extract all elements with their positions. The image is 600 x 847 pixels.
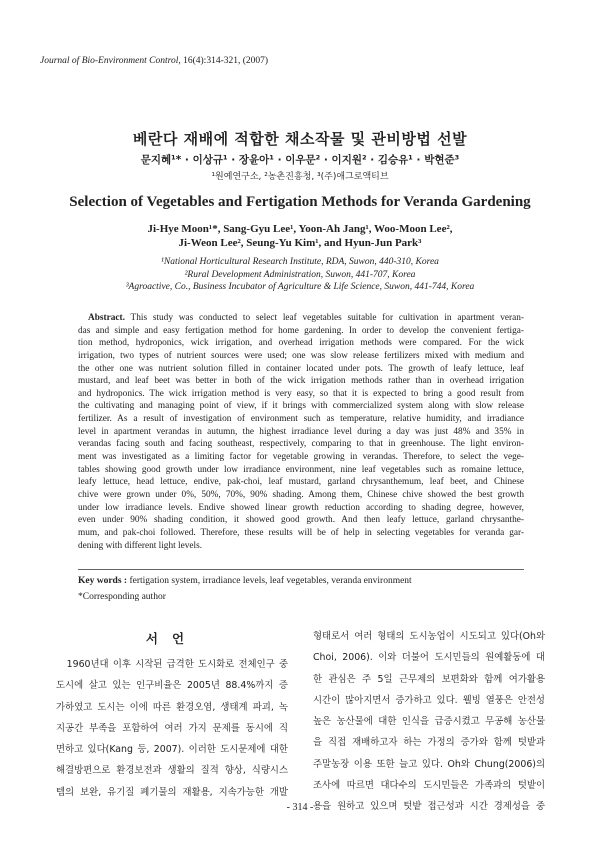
abstract-line: even under 90% shading condition, it showed good growth. And then leafy lettuce, garland chrysanthe- [78,515,524,526]
english-authors-line: Ji-Weon Lee², Seung-Yu Kim¹, and Hyun-Jun Park³ [178,237,422,249]
abstract-line: under low irradiance levels. Endive showed linear growth reduction according to shading degree, however, [78,502,524,513]
affiliation-line: ²Rural Development Administration, Suwon, 441-707, Korea [184,269,416,280]
abstract-line: fertilizer. As a result of investigation of environment such as temperature, relative humidity, and irradiance [78,414,524,425]
keywords-divider [78,569,524,570]
section-heading-introduction: 서언 [145,631,199,646]
text-line: Choi, 2006). 이와 더불어 도시민들의 원예활동에 대 [313,652,545,664]
abstract-line: and hydroponics. The wick irrigation method is very easy, so that it is expected to bring a good result from [78,388,524,399]
abstract-line: chive were grown under 0%, 50%, 70%, 90% shading. Among them, Chinese chive showed the best growth [78,489,524,500]
text-line: 해결방편으로 환경보전과 생활의 질적 향상, 식량시스 [56,765,288,777]
body-right-column [313,626,545,818]
abstract-line: leafy lettuce, head lettuce, endive, pak-choi, leaf mustard, garland chrysanthemum, leaf beet, and Chinese [78,477,524,488]
abstract-line: the other one was nutrient solution filled in container located under pots. The growth of leafy lettuce, leaf [78,363,524,374]
affiliation-line: ¹National Horticultural Research Institute, RDA, Suwon, 440-310, Korea [161,257,439,267]
abstract [78,312,524,552]
abstract-line: tables showing good growth under low irradiance environment, nine leaf vegetables such as romaine lettuce, [78,464,524,475]
text-line: 면하고 있다(Kang 등, 2007). 이러한 도시문제에 대한 [56,744,288,756]
keywords [78,576,412,586]
korean-affiliations: ¹원예연구소, ²농촌진흥청, ³(주)애그로액티브 [211,172,389,182]
abstract-line: mum, and pak-choi followed. Therefore, these results will be of help in selecting vegetables for veranda gar- [78,527,524,538]
text-line: 형태로서 여러 형태의 도시농업이 시도되고 있다(Oh와 [313,631,545,642]
text-line: 도시에 살고 있는 인구비율은 2005년 88.4%까지 증 [56,680,288,692]
journal-citation [40,56,268,66]
text-line: 주말농장 이용 또한 늘고 있다. Oh와 Chung(2006)의 [313,758,545,770]
english-affiliations [0,256,600,294]
english-authors-line: Ji-Hye Moon¹*, Sang-Gyu Lee¹, Yoon-Ah Jang¹, Woo-Moon Lee², [147,223,453,235]
affiliation-line: ³Agroactive, Co., Business Incubator of Agriculture & Life Science, Suwon, 441-744, Korea [125,282,475,292]
text-line: 높은 농산물에 대한 인식을 급증시켰고 무공해 농산물 [313,716,545,728]
journal-name: Journal of Bio-Environment Control [40,56,179,66]
journal-volume: , 16(4):314-321, (2007) [178,56,269,66]
abstract-line: level in apartment verandas in autumn, the highest irradiance level during a day was just 48% and 35% in [78,426,524,437]
text-line: 가하였고 도시는 이에 따른 환경오염, 생태계 파괴, 녹 [56,701,288,713]
korean-authors: 문지혜¹* · 이상규¹ · 장윤아¹ · 이우문² · 이지원² · 김승유¹ · 박현준³ [140,154,460,166]
body-left-column [56,654,288,803]
abstract-line: ment was investigated as a limiting factor for vegetable growing in verandas. Therefore, to select the vege- [78,452,524,463]
page-number: - 314 - [286,802,314,813]
abstract-line: dening with different light levels. [78,540,203,551]
abstract-line: irrigation, two types of nutrient sources were used; one was slow release fertilizers mixed with medium and [78,350,524,361]
abstract-line [78,312,524,325]
english-authors [0,222,600,250]
text-line: 시간이 많아지면서 증가하고 있다. 웰빙 열풍은 안전성 [313,694,545,706]
korean-title: 베란다 재배에 적합한 채소작물 및 관비방법 선발 [132,130,468,148]
text-line: 조사에 따르면 대다수의 도시민들은 가족과의 텃밭이 [313,780,545,792]
text-line: 1960년대 이후 시작된 급격한 도시화로 전체인구 중 [56,659,288,670]
abstract-text: This study was conducted to select leaf vegetables suitable for cultivation in apartment veran- [130,313,524,323]
text-line: 한 관심은 주 5일 근무제의 보편화와 함께 여가활용 [313,673,545,685]
keywords-label: Key words : [78,576,128,586]
text-line: 템의 보완, 유기질 폐기물의 재활용, 지속가능한 개발 [56,786,288,798]
abstract-line: das and simple and easy fertigation method for home gardening. In order to develop the convenient fertiga- [78,325,524,336]
keywords-text: fertigation system, irradiance levels, leaf vegetables, veranda environment [129,576,412,586]
text-line: 지공간 부족을 포함하여 여러 가지 문제를 동시에 직 [56,722,288,734]
text-line: 을 직접 재배하고자 하는 가정의 증가와 함께 텃밭과 [313,737,545,749]
abstract-label: Abstract. [88,313,125,323]
corresponding-author-note: *Corresponding author [78,592,166,602]
abstract-line: tion method, hydroponics, wick irrigation, and overhead irrigation methods were compared. For the wick [78,338,524,349]
abstract-line: verandas facing south and facing southeast, respectively, comparing to that in greenhouse. The light environ- [78,439,524,450]
english-title: Selection of Vegetables and Fertigation Methods for Veranda Gardening [69,194,531,210]
text-line: 용을 원하고 있으며 텃밭 접근성과 시간 경제성을 중 [313,801,545,813]
abstract-line: the cultivating and managing point of view, if it brings with commercialized system along with slow release [78,401,524,412]
abstract-line: mustard, and leaf beet was better in both of the wick irrigation methods rather than in overhead irrigation [78,376,524,387]
